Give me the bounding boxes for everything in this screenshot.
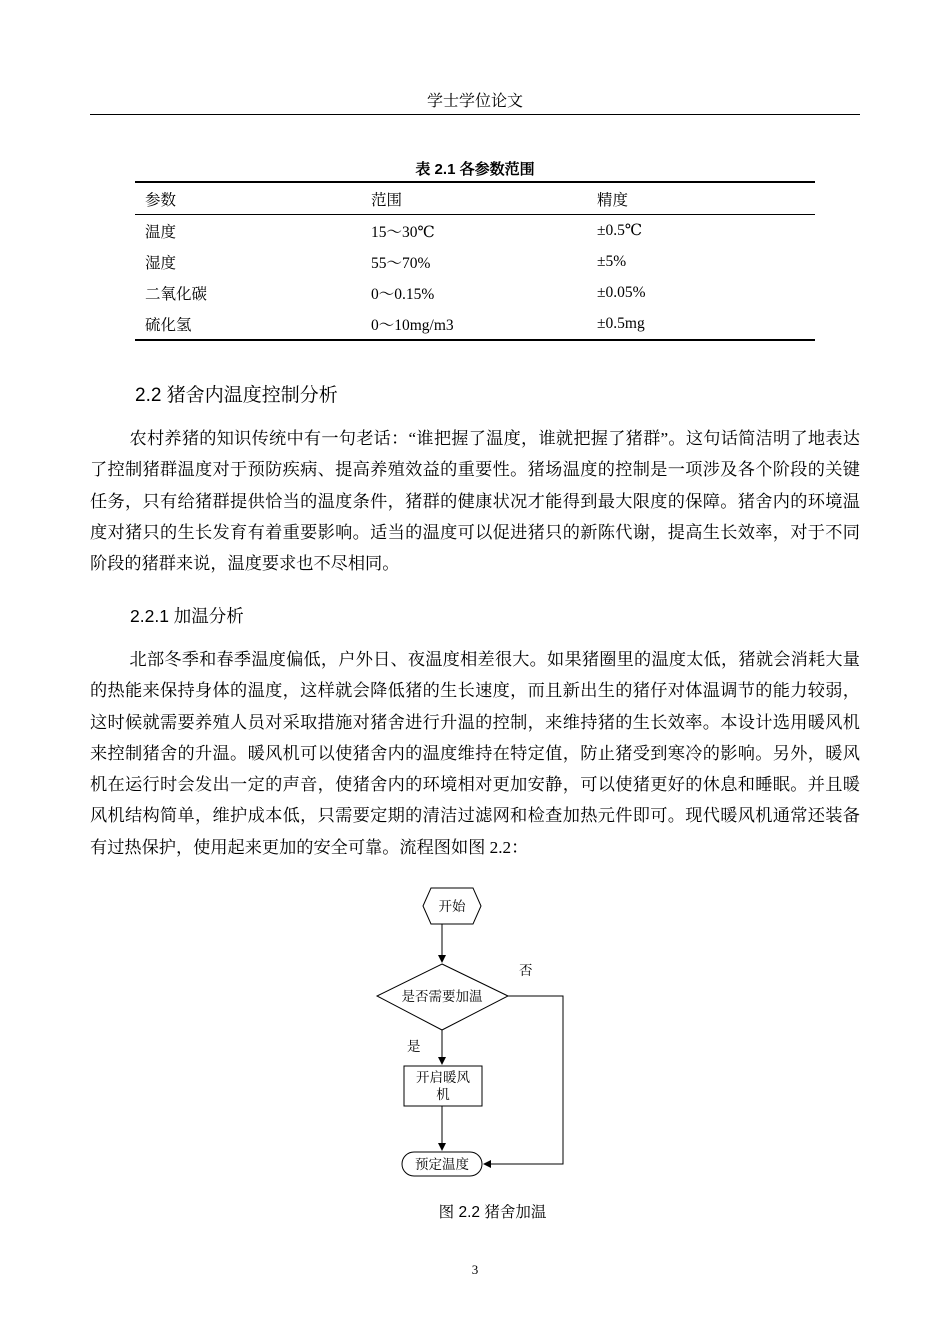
- table-cell: 硫化氢: [145, 316, 192, 334]
- no-branch-line: [484, 996, 563, 1164]
- table-caption: 表 2.1 各参数范围: [415, 161, 535, 178]
- no-label: 否: [519, 963, 533, 978]
- subsection-paragraph: 北部冬季和春季温度偏低，户外日、夜温度相差很大。如果猪圈里的温度太低，猪就会消耗大量的热能来保持身体的温度，这样就会降低猪的生长速度，而且新出生的猪仔对体温调节的能力较弱，这时候就需要养殖人员对采取措施对猪舍进行升温的控制，来维持猪的生长效率。本设计选用暖风机来控制猪舍的升温。暖风机可以使猪舍内的温度维持在特定值，防止猪受到寒冷的影响。另外，暖风机在运行时会发出一定的声音，使猪舍内的环境相对更加安静，可以使猪更好的休息和睡眠。并且暖风机结构简单，维护成本低，只需要定期的清洁过滤网和检查加热元件即可。现代暖风机通常还装备有过热保护，使用起来更加的安全可靠。流程图如图 2.2：: [90, 650, 860, 857]
- table-cell: 湿度: [145, 254, 177, 272]
- action-label: 机: [436, 1087, 450, 1102]
- table-row: [135, 308, 815, 340]
- running-head: 学士学位论文: [426, 93, 523, 110]
- table-cell: 二氧化碳: [145, 285, 208, 303]
- table-cell: ±0.5℃: [597, 222, 643, 239]
- table-cell: ±0.05%: [597, 283, 646, 301]
- start-label: 开始: [438, 899, 466, 914]
- header-rule: [90, 114, 860, 115]
- column-header: 范围: [371, 191, 403, 209]
- table-row: [135, 246, 815, 277]
- end-label: 预定温度: [415, 1157, 469, 1172]
- figure-caption: 图 2.2 猪舍加温: [438, 1204, 547, 1221]
- table-cell: 15～30℃: [371, 223, 435, 241]
- table-header-row: [135, 182, 815, 215]
- table-cell: 温度: [145, 223, 177, 241]
- table-cell: ±5%: [597, 252, 627, 270]
- subsection-heading: 2.2.1 加温分析: [130, 606, 244, 626]
- table-cell: 0～0.15%: [371, 285, 435, 303]
- table-cell: 55～70%: [371, 254, 431, 272]
- column-header: 精度: [597, 191, 629, 209]
- table-cell: ±0.5mg: [597, 314, 645, 332]
- column-header: 参数: [145, 191, 177, 209]
- page-number: 3: [471, 1262, 479, 1277]
- action-label: 开启暖风: [416, 1070, 470, 1085]
- yes-label: 是: [407, 1039, 421, 1054]
- table-row: [135, 277, 815, 308]
- section-paragraph: 农村养猪的知识传统中有一句老话：“谁把握了温度，谁就把握了猪群”。这句话简洁明了地表达了控制猪群温度对于预防疾病、提高养殖效益的重要性。猪场温度的控制是一项涉及各个阶段的关键任务，只有给猪群提供恰当的温度条件，猪群的健康状况才能得到最大限度的保障。猪舍内的环境温度对猪只的生长发育有着重要影响。适当的温度可以促进猪只的新陈代谢，提高生长效率，对于不同阶段的猪群来说，温度要求也不尽相同。: [90, 429, 860, 574]
- heating-flowchart: [370, 880, 580, 1180]
- table-row: [135, 215, 815, 247]
- section-heading: 2.2 猪舍内温度控制分析: [135, 385, 338, 406]
- parameter-table: [135, 181, 815, 341]
- decision-label: 是否需要加温: [401, 989, 483, 1004]
- table-cell: 0～10mg/m3: [371, 316, 454, 334]
